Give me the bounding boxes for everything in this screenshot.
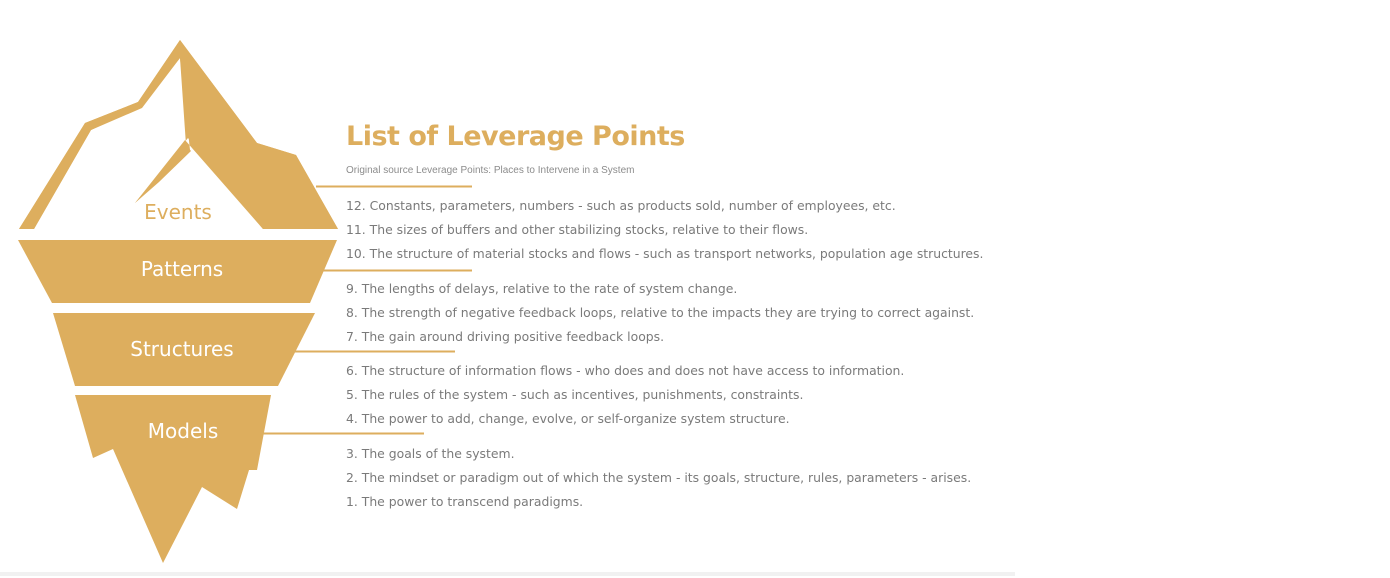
bottom-divider [0,572,1015,576]
leverage-point-2: 2. The mindset or paradigm out of which the system - its goals, structure, rules, parameters - arises. [346,470,972,485]
leverage-point-8: 8. The strength of negative feedback loops, relative to the impacts they are trying to correct against. [346,305,975,320]
leverage-point-1: 1. The power to transcend paradigms. [346,494,584,509]
tier-label-structures: Structures [130,337,234,361]
leverage-point-7: 7. The gain around driving positive feedback loops. [346,329,665,344]
source-subtitle: Original source Leverage Points: Places to Intervene in a System [346,165,635,176]
tier-label-models: Models [147,419,219,443]
leverage-point-9: 9. The lengths of delays, relative to the rate of system change. [346,281,738,296]
leverage-point-3: 3. The goals of the system. [346,446,515,461]
leverage-point-4: 4. The power to add, change, evolve, or self-organize system structure. [346,411,790,426]
page-title: List of Leverage Points [346,121,685,152]
leverage-point-5: 5. The rules of the system - such as incentives, punishments, constraints. [346,387,804,402]
leverage-point-11: 11. The sizes of buffers and other stabilizing stocks, relative to their flows. [346,222,809,237]
leverage-point-6: 6. The structure of information flows - who does and does not have access to information. [346,363,905,378]
tier-label-events: Events [144,200,212,224]
leverage-point-10: 10. The structure of material stocks and flows - such as transport networks, population age structures. [346,246,984,261]
tier-label-patterns: Patterns [140,257,224,281]
leverage-point-12: 12. Constants, parameters, numbers - such as products sold, number of employees, etc. [346,198,896,213]
